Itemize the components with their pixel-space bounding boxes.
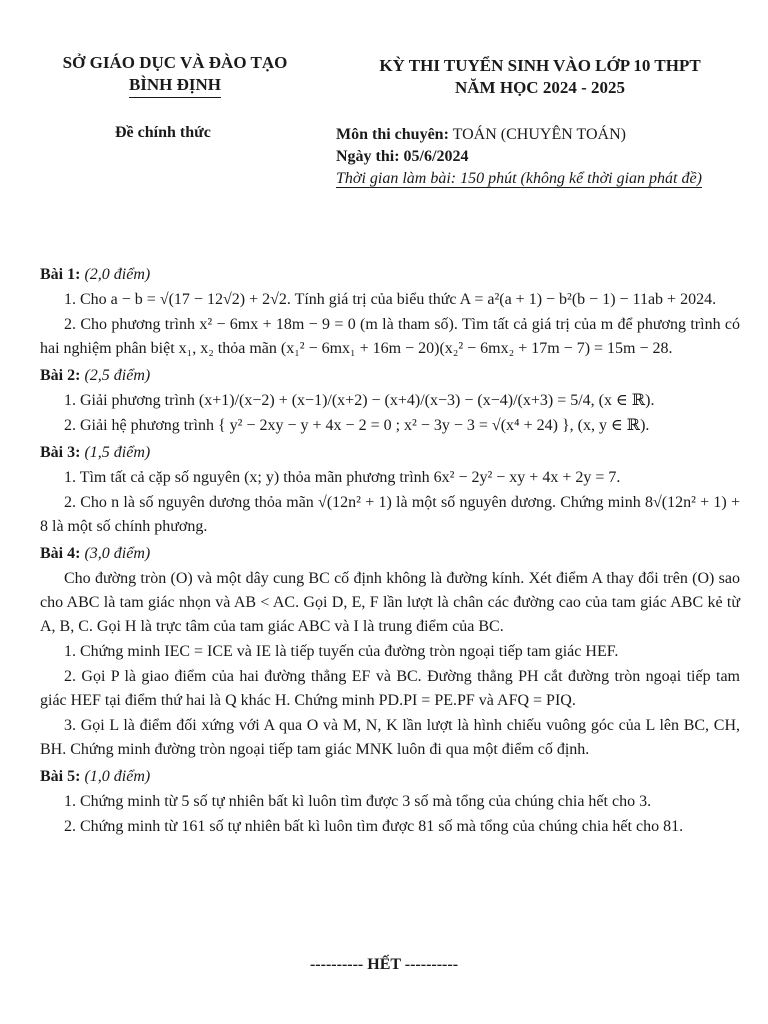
problem-points: (1,0 điểm) bbox=[84, 768, 151, 785]
problem-2-item-2: 2. Giải hệ phương trình { y² − 2xy − y + 4x − 2 = 0 ; x² − 3y − 3 = √(x⁴ + 24) }, (x, y ∈ ℝ). bbox=[64, 417, 650, 434]
exam-title: KỲ THI TUYỂN SINH VÀO LỚP 10 THPT bbox=[379, 56, 701, 75]
subject-label: Môn thi chuyên: bbox=[336, 126, 449, 143]
problem-title: Bài 4: bbox=[40, 545, 81, 562]
problem-4-item-1: 1. Chứng minh IEC = ICE và IE là tiếp tuyến của đường tròn ngoại tiếp tam giác HEF. bbox=[64, 643, 619, 660]
problem-4-item-2: 2. Gọi P là giao điểm của hai đường thẳng EF và BC. Đường thẳng PH cắt đường tròn ngoại tiếp tam giác HEF tại điểm thứ hai là Q khác H. Chứng minh PD.PI = PE.PF và AFQ = PIQ. bbox=[40, 668, 740, 709]
problem-title: Bài 1: bbox=[40, 266, 81, 283]
problem-title: Bài 5: bbox=[40, 768, 81, 785]
exam-header bbox=[330, 55, 750, 99]
province-name: BÌNH ĐỊNH bbox=[129, 74, 221, 98]
exam-date: Ngày thi: 05/6/2024 bbox=[336, 148, 469, 165]
problem-3-heading bbox=[40, 441, 740, 465]
problem-points: (3,0 điểm) bbox=[84, 545, 151, 562]
exam-duration: Thời gian làm bài: 150 phút (không kể thời gian phát đề) bbox=[336, 170, 702, 187]
problem-5-item-1: 1. Chứng minh từ 5 số tự nhiên bất kì luôn tìm được 3 số mà tổng của chúng chia hết cho 3. bbox=[64, 793, 652, 810]
problem-2-heading bbox=[40, 364, 740, 388]
problem-3-item-1: 1. Tìm tất cả cặp số nguyên (x; y) thỏa mãn phương trình 6x² − 2y² − xy + 4x + 2y = 7. bbox=[64, 469, 621, 486]
problem-4-heading bbox=[40, 542, 740, 566]
subject-value: TOÁN (CHUYÊN TOÁN) bbox=[452, 126, 626, 143]
problem-5-item-2: 2. Chứng minh từ 161 số tự nhiên bất kì luôn tìm được 81 số mà tổng của chúng chia hết cho 81. bbox=[64, 818, 684, 835]
problem-4-item-3: 3. Gọi L là điểm đối xứng với A qua O và M, N, K lần lượt là hình chiếu vuông góc của L lên BC, CH, BH. Chứng minh đường tròn ngoại tiếp tam giác MNK luôn đi qua một điểm cố định. bbox=[40, 717, 740, 758]
department-name: SỞ GIÁO DỤC VÀ ĐÀO TẠO bbox=[62, 53, 288, 72]
problem-list bbox=[40, 260, 740, 840]
problem-points: (2,0 điểm) bbox=[84, 266, 151, 283]
problem-title: Bài 3: bbox=[40, 444, 81, 461]
official-label: Đề chính thức bbox=[115, 124, 211, 141]
school-year: NĂM HỌC 2024 - 2025 bbox=[455, 78, 625, 97]
problem-1-item-2: 2. Cho phương trình x² − 6mx + 18m − 9 = 0 (m là tham số). Tìm tất cả giá trị của m để phương trình có hai nghiệm phân biệt x₁, x₂ thỏa mãn (x₁² − 6mx₁ + 16m − 20)(x₂² − 6mx₂ + 17m − 7) = 15m − 28. bbox=[40, 316, 740, 357]
end-marker: ---------- HẾT ---------- bbox=[309, 956, 459, 973]
problem-4-intro: Cho đường tròn (O) và một dây cung BC cố định không là đường kính. Xét điểm A thay đổi trên (O) sao cho ABC là tam giác nhọn và AB < AC. Gọi D, E, F lần lượt là chân các đường cao của tam giác ABC kẻ từ A, B, C. Gọi H là trực tâm của tam giác ABC và I là trung điểm của BC. bbox=[40, 570, 740, 635]
exam-info bbox=[336, 124, 702, 190]
problem-1-heading bbox=[40, 263, 740, 287]
problem-title: Bài 2: bbox=[40, 367, 81, 384]
problem-3-item-2: 2. Cho n là số nguyên dương thỏa mãn √(12n² + 1) là một số nguyên dương. Chứng minh 8√(12n² + 1) + 8 là một số chính phương. bbox=[40, 494, 740, 535]
department-header bbox=[40, 52, 310, 98]
problem-5-heading bbox=[40, 765, 740, 789]
problem-points: (2,5 điểm) bbox=[84, 367, 151, 384]
problem-2-item-1: 1. Giải phương trình (x+1)/(x−2) + (x−1)/(x+2) − (x+4)/(x−3) − (x−4)/(x+3) = 5/4, (x ∈ ℝ). bbox=[64, 392, 655, 409]
problem-1-item-1: 1. Cho a − b = √(17 − 12√2) + 2√2. Tính giá trị của biểu thức A = a²(a + 1) − b²(b − 1) − 11ab + 2024. bbox=[64, 291, 717, 308]
problem-points: (1,5 điểm) bbox=[84, 444, 151, 461]
